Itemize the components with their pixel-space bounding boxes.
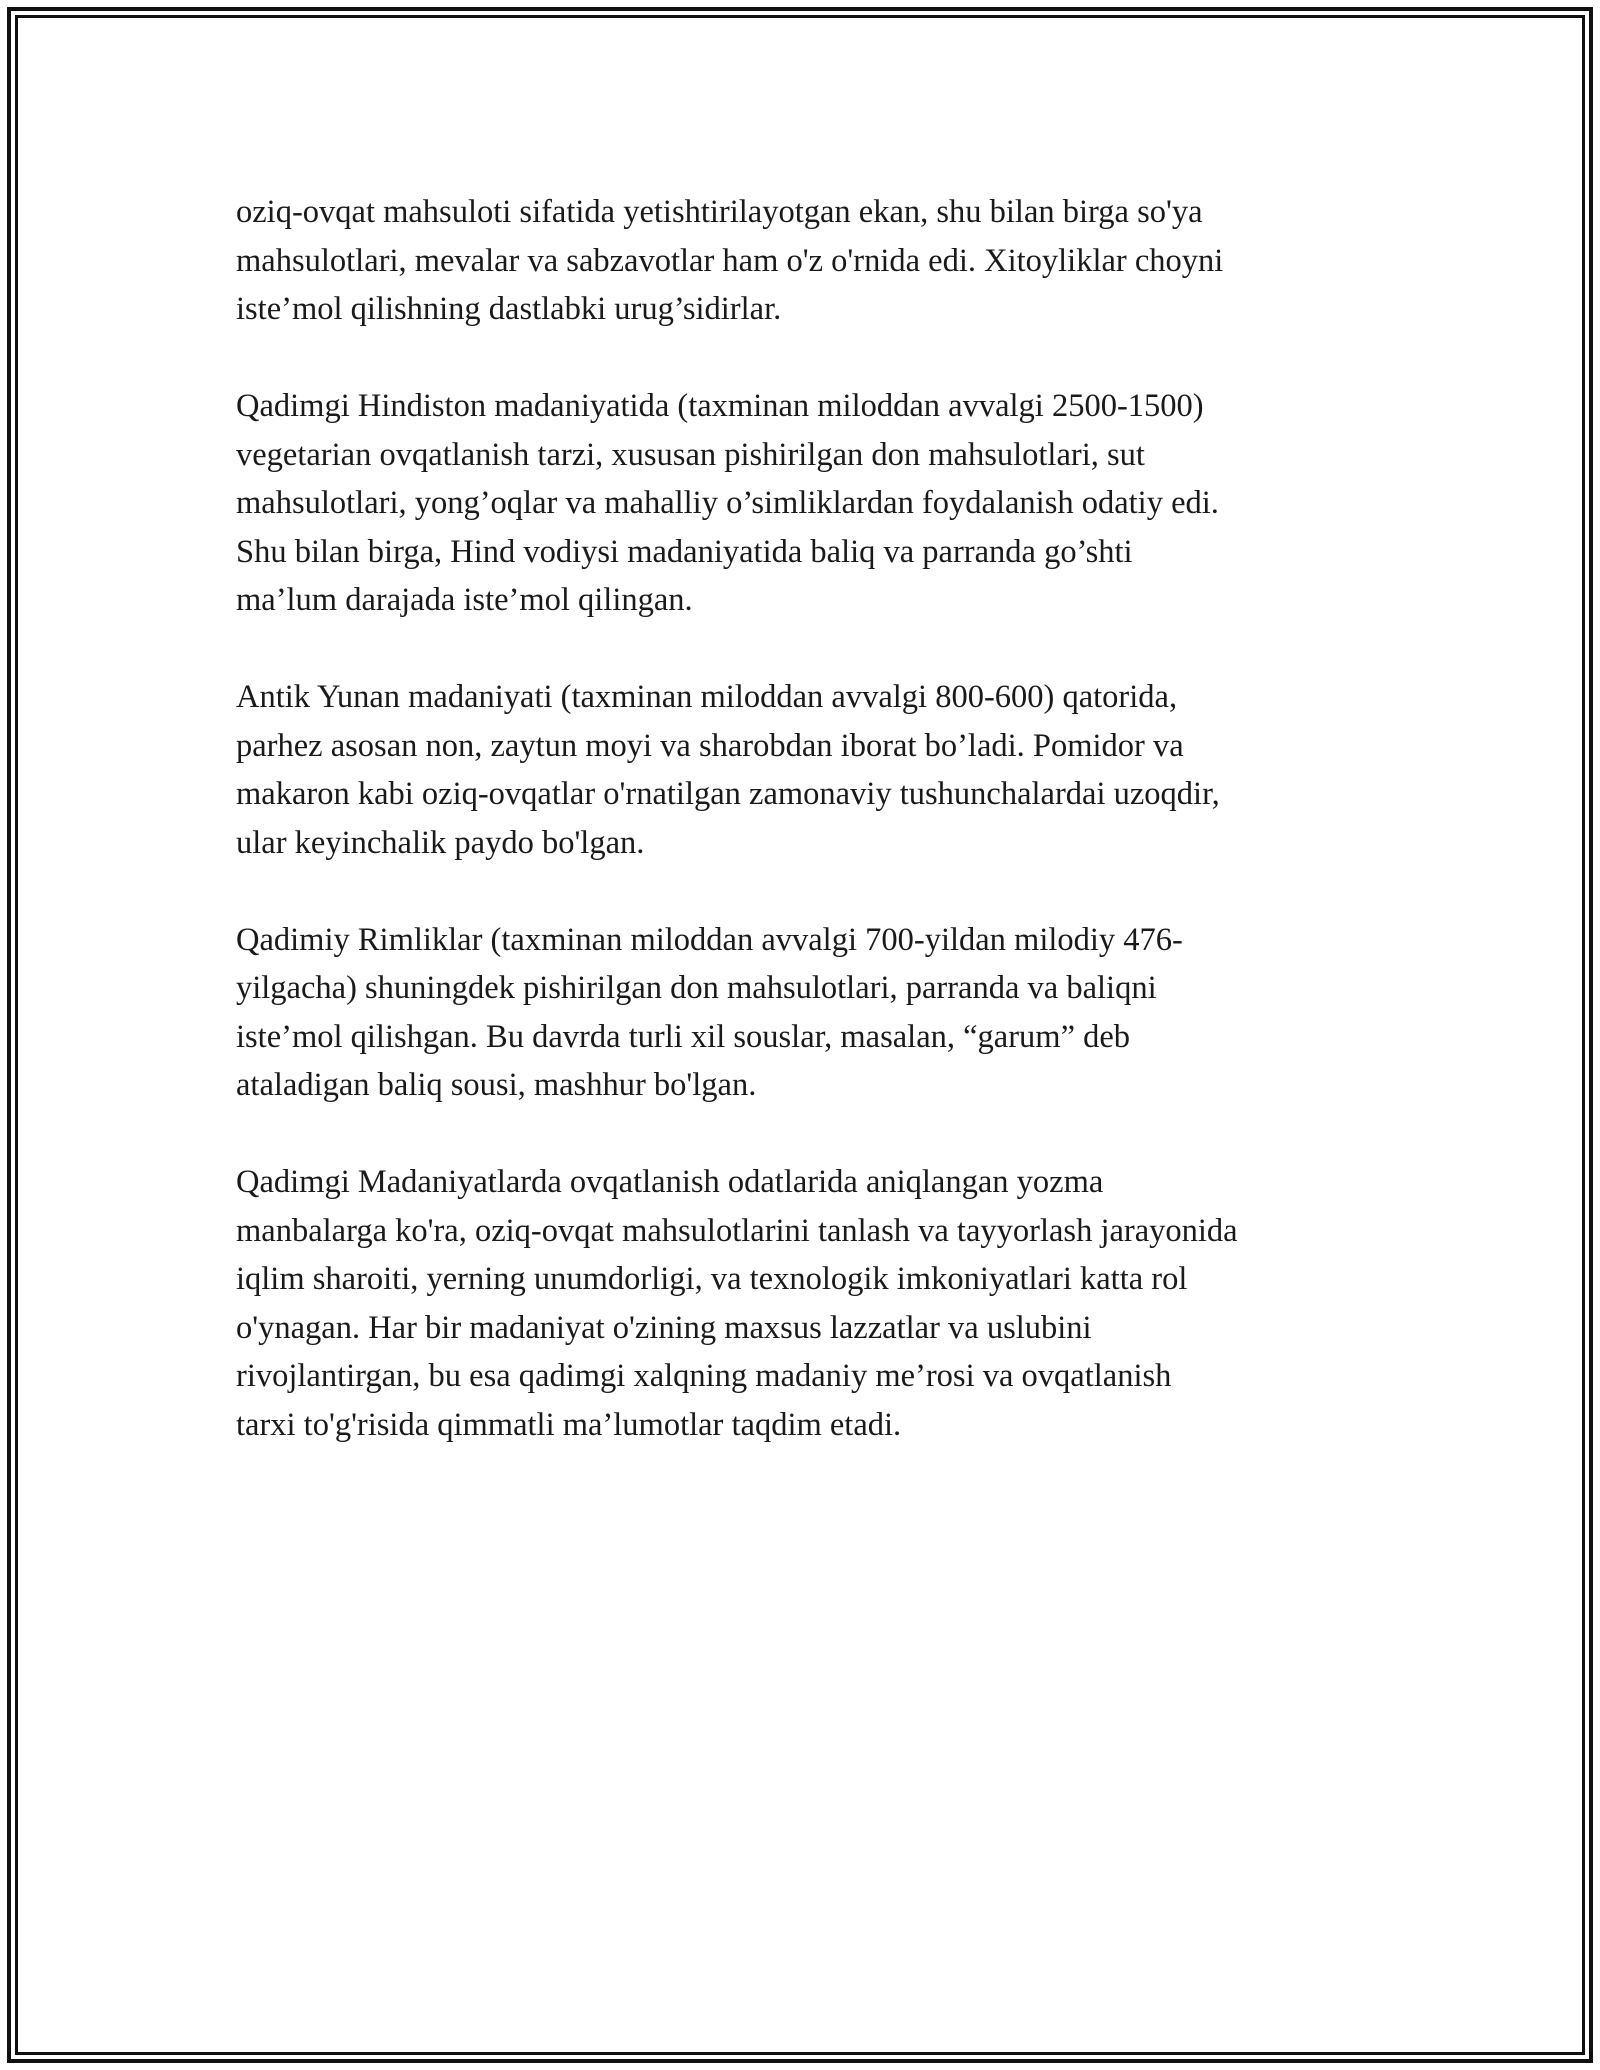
text-line: Shu bilan birga, Hind vodiysi madaniyatida baliq va parranda go’shti [236, 533, 1133, 570]
paragraph-5 [236, 1158, 1376, 1449]
text-line: Qadimiy Rimliklar (taxminan miloddan avvalgi 700-yildan milodiy 476- [236, 921, 1183, 958]
text-line: Antik Yunan madaniyati (taxminan miloddan avvalgi 800-600) qatorida, [236, 679, 1178, 715]
text-line: makaron kabi oziq-ovqatlar o'rnatilgan zamonaviy tushunchalardai uzoqdir, [236, 776, 1220, 812]
text-line: ataladigan baliq sousi, mashhur bo'lgan. [236, 1067, 757, 1103]
paragraph-2 [236, 382, 1376, 625]
text-line: iste’mol qilishning dastlabki urug’sidirlar. [236, 291, 782, 327]
text-line: Qadimgi Hindiston madaniyatida (taxminan miloddan avvalgi 2500-1500) [236, 388, 1204, 424]
paragraph-3 [236, 673, 1376, 867]
text-line: mahsulotlari, mevalar va sabzavotlar ham o'z o'rnida edi. Xitoyliklar choyni [236, 242, 1224, 279]
paragraph-1 [236, 188, 1376, 334]
text-line: iqlim sharoiti, yerning unumdorligi, va texnologik imkoniyatlari katta rol [236, 1261, 1188, 1297]
text-line: iste’mol qilishgan. Bu davrda turli xil souslar, masalan, “garum” deb [236, 1018, 1131, 1055]
text-line: o'ynagan. Har bir madaniyat o'zining maxsus lazzatlar va uslubini [236, 1309, 1092, 1346]
text-line: Qadimgi Madaniyatlarda ovqatlanish odatlarida aniqlangan yozma [236, 1164, 1104, 1200]
paragraph-4 [236, 916, 1376, 1110]
text-line: ular keyinchalik paydo bo'lgan. [236, 824, 645, 861]
text-line: parhez asosan non, zaytun moyi va sharobdan iborat bo’ladi. Pomidor va [236, 727, 1184, 764]
text-line: yilgacha) shuningdek pishirilgan don mahsulotlari, parranda va baliqni [236, 970, 1157, 1006]
text-line: mahsulotlari, yong’oqlar va mahalliy o’simliklardan foydalanish odatiy edi. [236, 485, 1219, 521]
text-line: manbalarga ko'ra, oziq-ovqat mahsulotlarini tanlash va tayyorlash jarayonida [236, 1212, 1238, 1249]
text-line: tarxi to'g'risida qimmatli ma’lumotlar taqdim etadi. [236, 1406, 902, 1443]
text-line: vegetarian ovqatlanish tarzi, xususan pishirilgan don mahsulotlari, sut [236, 436, 1145, 473]
document-body [236, 188, 1376, 1498]
text-line: ma’lum darajada iste’mol qilingan. [236, 582, 693, 618]
text-line: rivojlantirgan, bu esa qadimgi xalqning madaniy me’rosi va ovqatlanish [236, 1358, 1172, 1394]
text-line: oziq-ovqat mahsuloti sifatida yetishtirilayotgan ekan, shu bilan birga so'ya [236, 194, 1203, 230]
